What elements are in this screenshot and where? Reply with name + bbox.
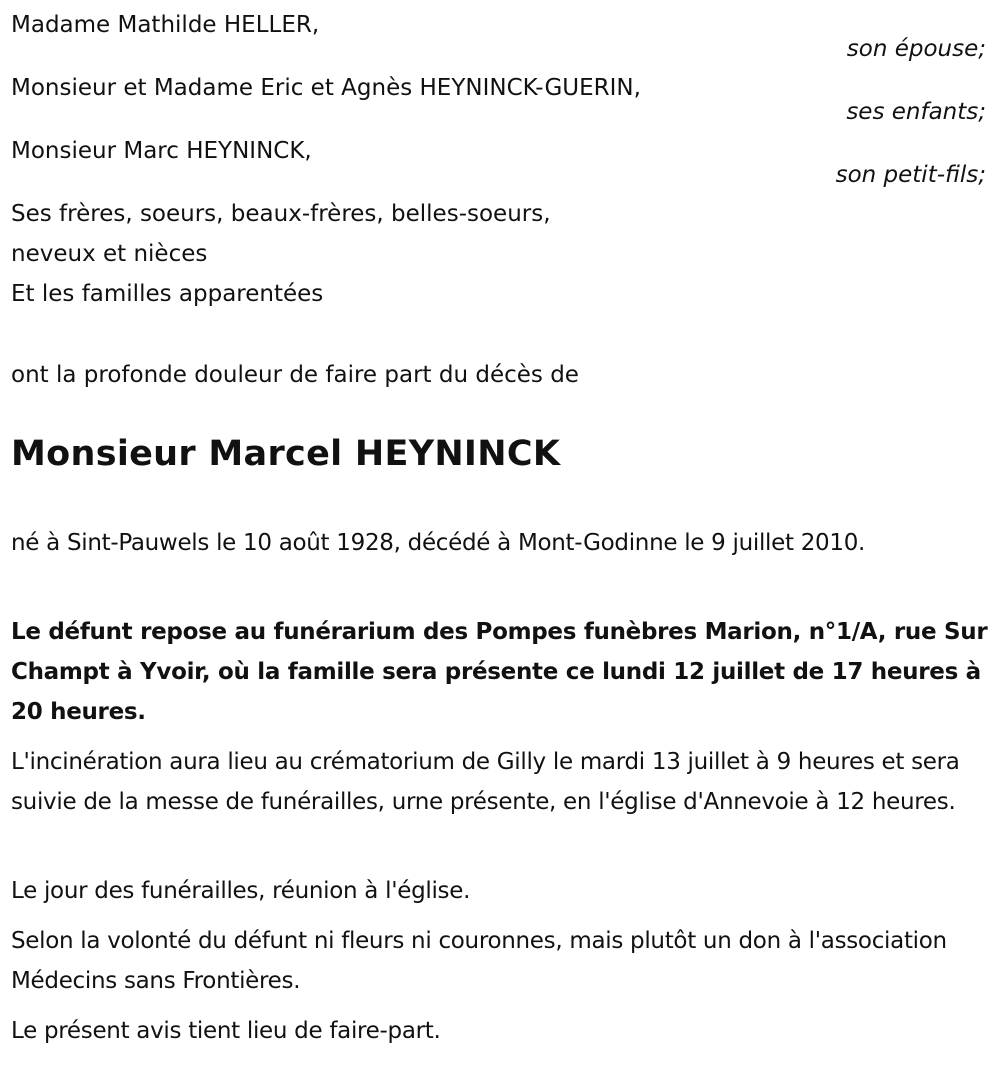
announcement-text: ont la profonde douleur de faire part du décès de — [11, 362, 579, 388]
meeting-paragraph: Le jour des funérailles, réunion à l'église. — [11, 878, 471, 904]
extended-family-line: neveux et nièces — [11, 241, 208, 267]
birth-death-paragraph: né à Sint-Pauwels le 10 août 1928, décédé à Mont-Godinne le 9 juillet 2010. — [11, 530, 866, 556]
repose-paragraph: Le défunt repose au funérarium des Pompes funèbres Marion, n°1/A, rue Sur Champt à Yvoir, où la famille sera présente ce lundi 12 juillet de 17 heures à 20 heures. — [11, 619, 988, 725]
deceased-name: Monsieur Marcel HEYNINCK — [11, 434, 561, 474]
family-relation: ses enfants; — [846, 99, 986, 125]
extended-family-line: Ses frères, soeurs, beaux-frères, belles-soeurs, — [11, 201, 551, 227]
donation-paragraph: Selon la volonté du défunt ni fleurs ni couronnes, mais plutôt un don à l'association Médecins sans Frontières. — [11, 928, 947, 994]
notice-paragraph: Le présent avis tient lieu de faire-part. — [11, 1018, 441, 1044]
cremation-paragraph: L'incinération aura lieu au crématorium de Gilly le mardi 13 juillet à 9 heures et sera suivie de la messe de funérailles, urne présente, en l'église d'Annevoie à 12 heures. — [11, 749, 960, 815]
family-member-name: Madame Mathilde HELLER, — [11, 12, 320, 38]
extended-family-line: Et les familles apparentées — [11, 281, 324, 307]
family-member-name: Monsieur Marc HEYNINCK, — [11, 138, 312, 164]
family-relation: son petit-fils; — [835, 162, 986, 188]
family-relation: son épouse; — [846, 36, 986, 62]
family-member-name: Monsieur et Madame Eric et Agnès HEYNINCK-GUERIN, — [11, 75, 641, 101]
